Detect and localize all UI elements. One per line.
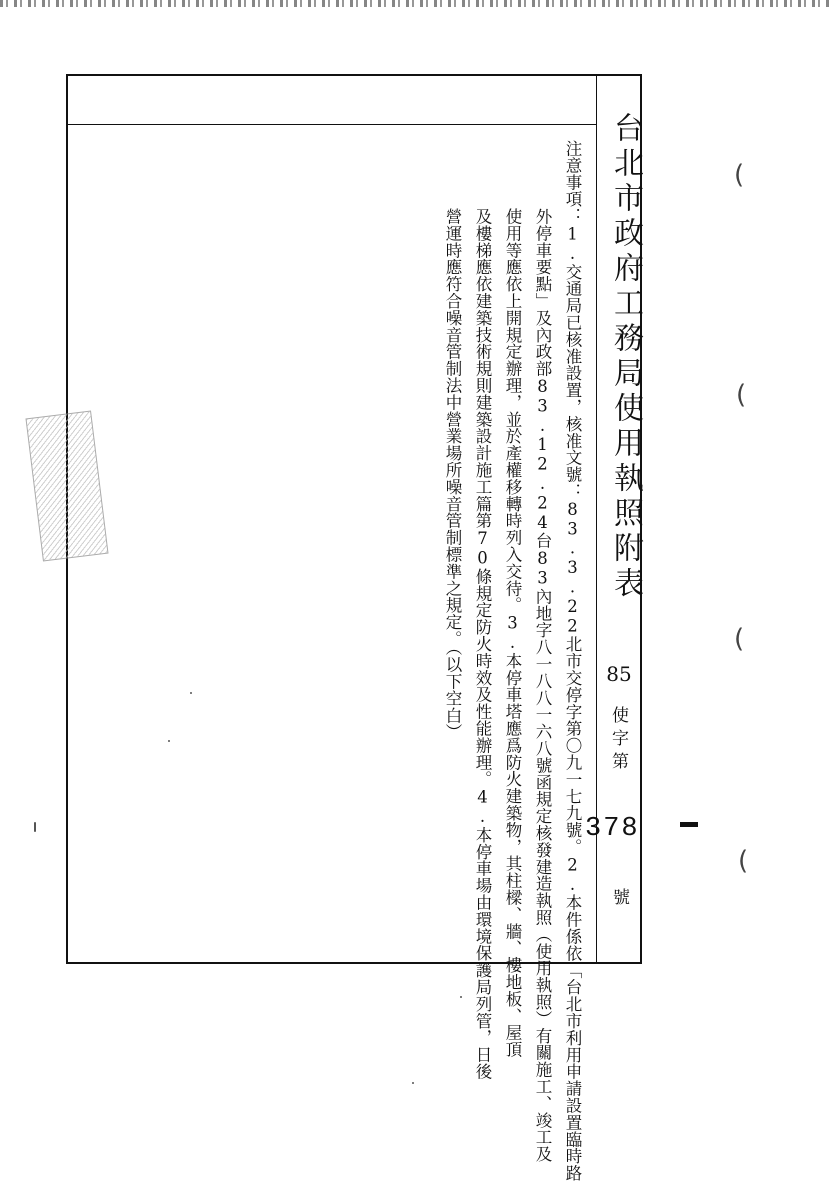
binding-mark: (: [736, 380, 747, 410]
scan-speck: [412, 1082, 414, 1084]
permit-suffix: 號: [609, 888, 629, 905]
ink-mark: [680, 822, 698, 827]
scan-edge-strip: [0, 0, 832, 7]
notes-line: 注意事項：1.交通局已核准設置，核准文號：83.3.22北市交停字第〇九一七九號。2.本件係依「台北市利用申請設置臨時路: [563, 140, 582, 1182]
permit-number: 378: [585, 814, 640, 844]
binding-mark: (: [734, 160, 745, 190]
notes-line: 營運時應符合噪音管制法中營業場所噪音管制標準之規定。（以下空白）: [443, 208, 462, 741]
notes-line: 使用等應依上開規定辦理，並於產權移轉時列入交待。3.本停車塔應爲防火建築物，其柱樑、牆、樓地板、屋頂: [503, 208, 522, 1058]
permit-type: 使字第: [608, 706, 628, 775]
binding-mark: (: [734, 624, 745, 654]
scan-speck: [190, 692, 192, 694]
scan-speck: [34, 822, 36, 832]
scan-speck: [168, 740, 170, 742]
binding-mark: (: [738, 846, 749, 876]
notes-line: 外停車要點」及內政部83.12.24台83內地字八一八八一六八號函規定核發建造執照（使用執照）有關施工、竣工及: [533, 208, 552, 1163]
permit-year: 85: [606, 662, 632, 686]
notes-line: 及樓梯應依建築技術規則建築設計施工篇第70條規定防火時效及性能辦理。4.本停車場由環境保護局列管，日後: [473, 208, 492, 1080]
form-header-line: [66, 124, 596, 125]
scan-speck: [460, 996, 462, 998]
document-title: 台北市政府工務局使用執照附表: [608, 112, 643, 602]
